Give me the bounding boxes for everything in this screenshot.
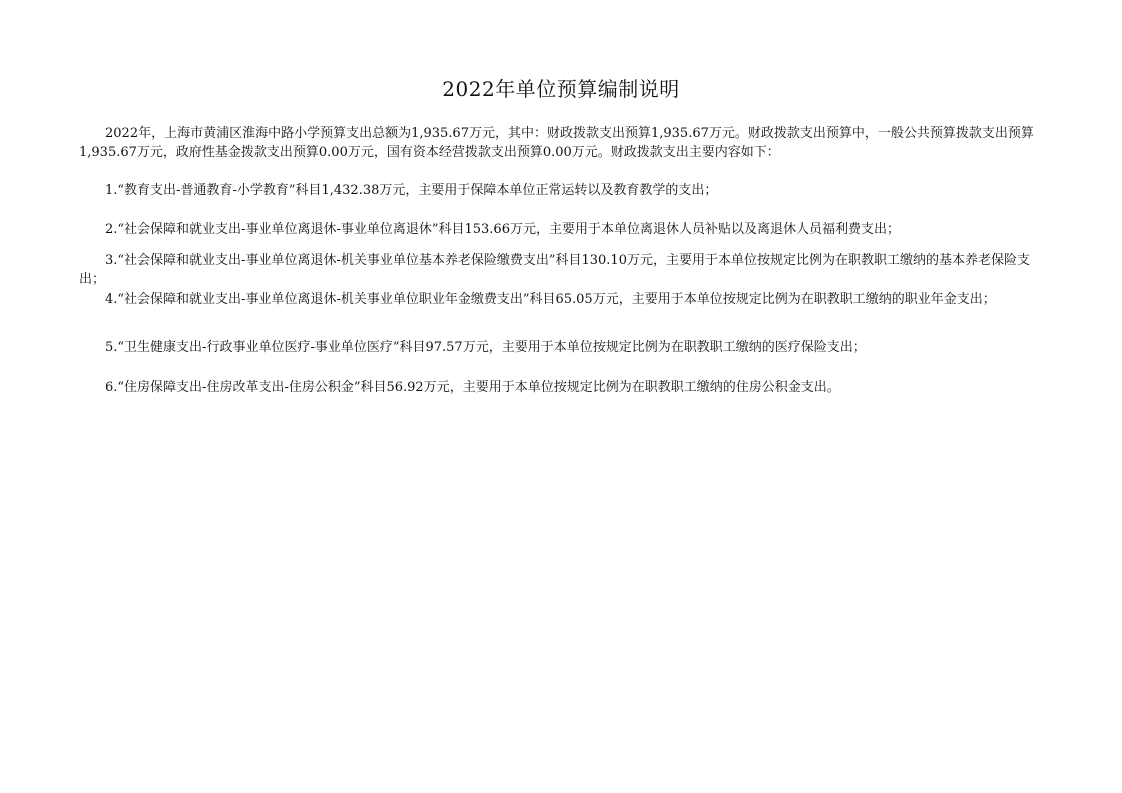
expense-item-4: 4.“社会保障和就业支出-事业单位离退休-机关事业单位职业年金缴费支出”科目65.05万元，主要用于本单位按规定比例为在职教职工缴纳的职业年金支出； — [105, 292, 996, 307]
expense-item-5: 5.“卫生健康支出-行政事业单位医疗-事业单位医疗”科目97.57万元，主要用于本单位按规定比例为在职教职工缴纳的医疗保险支出； — [105, 340, 866, 355]
document-title: 2022年单位预算编制说明 — [442, 77, 680, 101]
intro-paragraph: 2022年，上海市黄浦区淮海中路小学预算支出总额为1,935.67万元，其中：财政拨款支出预算1,935.67万元。财政拨款支出预算中，一般公共预算拨款支出预算1,935.67万元，政府性基金拨款支出预算0.00万元，国有资本经营拨款支出预算0.00万元。财政拨款支出主要内容如下： — [79, 126, 1034, 160]
expense-item-6: 6.“住房保障支出-住房改革支出-住房公积金”科目56.92万元，主要用于本单位按规定比例为在职教职工缴纳的住房公积金支出。 — [105, 380, 840, 395]
expense-item-2: 2.“社会保障和就业支出-事业单位离退休-事业单位离退休”科目153.66万元，主要用于本单位离退休人员补贴以及离退休人员福利费支出； — [105, 222, 900, 237]
expense-item-3: 3.“社会保障和就业支出-事业单位离退休-机关事业单位基本养老保险缴费支出”科目130.10万元，主要用于本单位按规定比例为在职教职工缴纳的基本养老保险支出； — [79, 253, 1030, 287]
expense-item-1: 1.“教育支出-普通教育-小学教育”科目1,432.38万元，主要用于保障本单位正常运转以及教育教学的支出； — [105, 183, 718, 198]
